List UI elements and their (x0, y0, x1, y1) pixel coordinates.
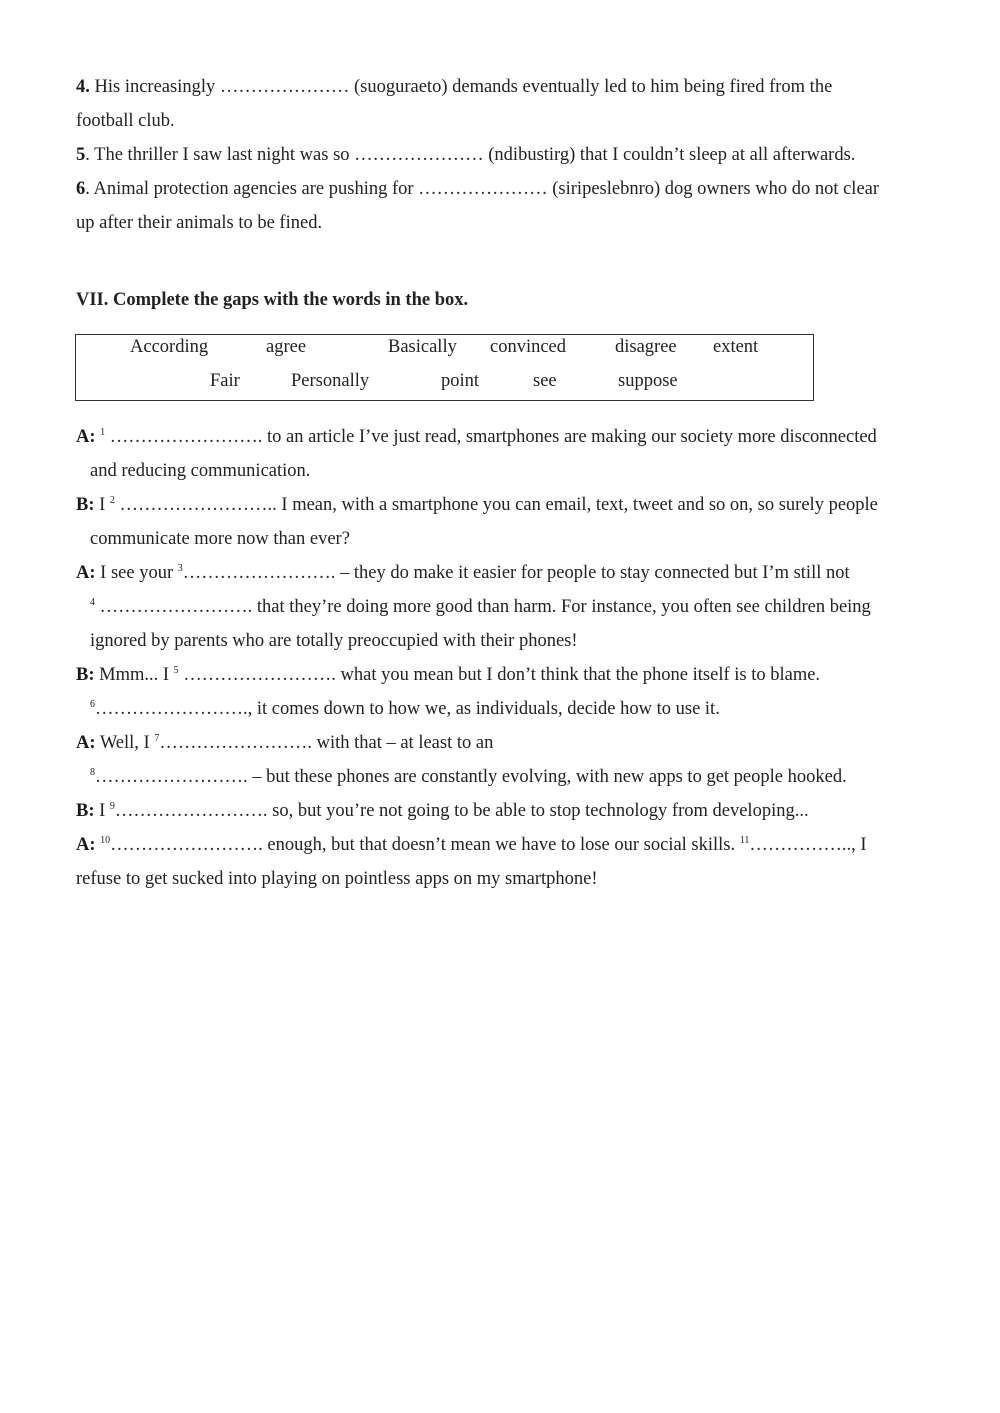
speaker-label: A: (76, 427, 96, 447)
word-box-item: disagree (615, 337, 677, 357)
item-text: . Animal protection agencies are pushing for ………………… (siripeslebnro) dog owners who do not clear (85, 179, 880, 199)
gap-number: 7 (154, 733, 160, 744)
word-box-item: point (441, 371, 480, 391)
item-text: His increasingly ………………… (suoguraeto) demands eventually led to him being fired from the (94, 77, 833, 97)
word-box-item: suppose (618, 371, 678, 391)
gap-number: 9 (109, 801, 115, 812)
gap-number: 8 (90, 767, 95, 778)
word-box-item: extent (713, 337, 759, 357)
dialogue-line: B: Mmm... I $^5$ ……………………. what you mean but I don’t think that the phone itself is to blame. (76, 665, 821, 685)
exercise-item-4 (76, 75, 832, 99)
gap-number: 3 (177, 563, 183, 574)
speaker-label: B: (76, 801, 95, 821)
word-box-item: According (130, 337, 209, 357)
item-number: 5 (76, 145, 86, 165)
dialogue-line: $^6$……………………., it comes down to how we, as individuals, decide how to use it. (90, 699, 720, 719)
word-box-item: agree (266, 337, 307, 357)
word-box (75, 334, 814, 401)
dialogue-line: $^8$……………………. – but these phones are constantly evolving, with new apps to get people hooked. (90, 767, 847, 787)
gap-number: 2 (109, 495, 115, 506)
speaker-label: B: (76, 665, 95, 685)
dialogue-line: A: $^{10}$……………………. enough, but that doesn’t mean we have to lose our social skills. $^{11}$…………….., I (76, 835, 867, 855)
word-box-item: Fair (210, 371, 240, 391)
exercise-item-6-cont: up after their animals to be fined. (76, 213, 323, 233)
speaker-label: B: (76, 495, 95, 515)
word-box-item: see (533, 371, 557, 391)
speaker-label: A: (76, 835, 96, 855)
gap-number: 6 (90, 699, 95, 710)
dialogue-line: refuse to get sucked into playing on pointless apps on my smartphone! (76, 869, 598, 889)
exercise-item-6 (76, 177, 879, 201)
dialogue-line: B: I $^2$ …………………….. I mean, with a smartphone you can email, text, tweet and so on, so surely people (76, 495, 878, 515)
section-title: VII. Complete the gaps with the words in the box. (76, 290, 469, 310)
item-number: 6 (76, 179, 86, 199)
item-number: 4. (76, 77, 90, 97)
gap-number: 10 (100, 835, 111, 846)
dialogue-line: and reducing communication. (90, 461, 311, 481)
speaker-label: A: (76, 733, 96, 753)
word-box-item: convinced (490, 337, 567, 357)
dialogue-line: ignored by parents who are totally preoccupied with their phones! (90, 631, 578, 651)
word-box-item: Personally (291, 371, 370, 391)
dialogue-line: A: $^1$ ……………………. to an article I’ve just read, smartphones are making our society more disconnected (76, 427, 877, 447)
item-text: . The thriller I saw last night was so ………………… (ndibustirg) that I couldn’t sleep at all afterwards. (85, 145, 856, 165)
word-box-item: Basically (388, 337, 457, 357)
dialogue-line: B: I $^9$……………………. so, but you’re not going to be able to stop technology from developing... (76, 801, 809, 821)
dialogue-line: A: Well, I $^7$……………………. with that – at least to an (76, 733, 494, 753)
exercise-item-4-cont: football club. (76, 111, 175, 131)
exercise-item-5 (76, 143, 855, 167)
gap-number: 1 (100, 427, 106, 438)
gap-number: 5 (173, 665, 179, 676)
gap-number: 11 (739, 835, 750, 846)
dialogue-line: $^4$ ……………………. that they’re doing more good than harm. For instance, you often see children being (90, 597, 871, 617)
gap-number: 4 (90, 597, 95, 608)
dialogue-line: communicate more now than ever? (90, 529, 350, 549)
speaker-label: A: (76, 563, 96, 583)
dialogue-line: A: I see your $^3$……………………. – they do make it easier for people to stay connected but I’m still not (76, 563, 850, 583)
